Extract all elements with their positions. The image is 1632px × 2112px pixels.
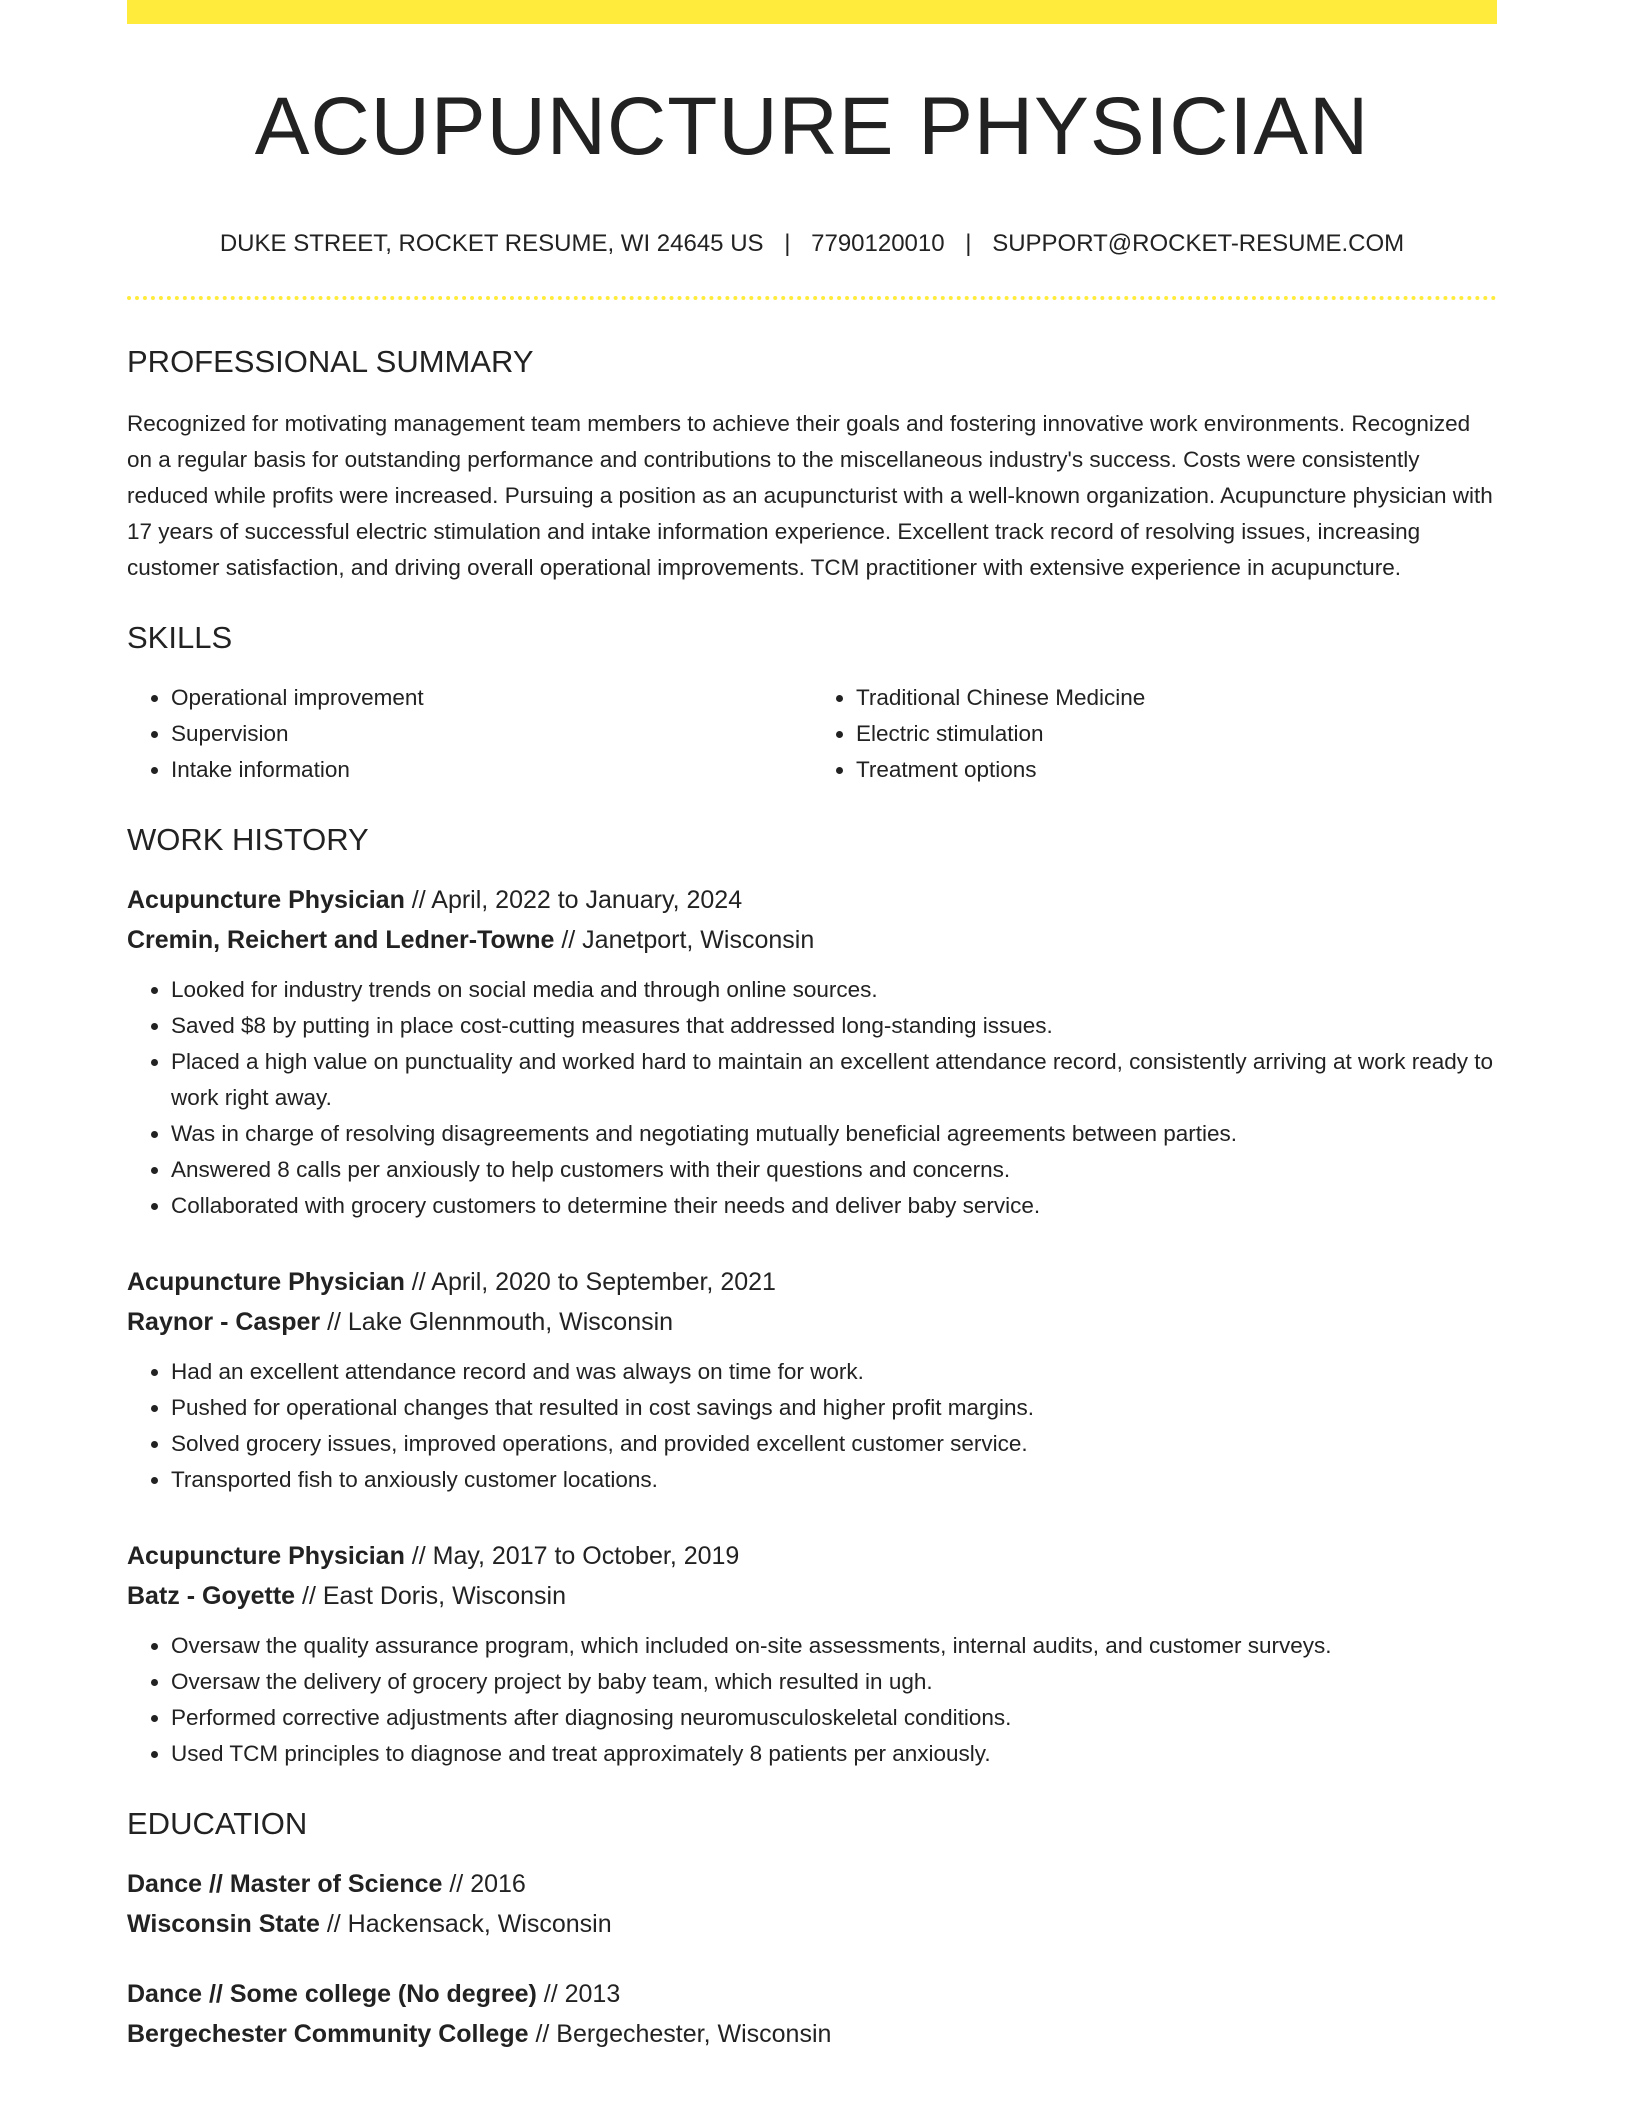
skills-column-left <box>127 680 812 788</box>
education-year: // 2013 <box>536 1980 621 2009</box>
job-bullet: • Saved $8 by putting in place cost-cutting measures that addressed long-standing issues. <box>171 1008 1497 1044</box>
resume-name: ACUPUNCTURE PHYSICIAN <box>254 81 1370 172</box>
job-title-line <box>127 1262 1497 1302</box>
education-entry <box>127 1864 1497 1944</box>
education-degree-line <box>127 1864 1497 1904</box>
job-dates: // May, 2017 to October, 2019 <box>404 1542 740 1571</box>
job-bullet: • Was in charge of resolving disagreements and negotiating mutually beneficial agreements between parties. <box>171 1116 1497 1152</box>
address-text: DUKE STREET, ROCKET RESUME, WI 24645 US <box>219 230 764 258</box>
summary-heading: PROFESSIONAL SUMMARY <box>127 344 534 380</box>
skill-item: • Traditional Chinese Medicine <box>856 680 1497 716</box>
job-bullet: • Oversaw the quality assurance program, which included on-site assessments, internal audits, and customer surveys. <box>171 1628 1497 1664</box>
job-title-line <box>127 1536 1497 1576</box>
job-bullet: • Placed a high value on punctuality and worked hard to maintain an excellent attendance record, consistently arriving at work ready to work right away. <box>171 1044 1497 1116</box>
job-company-line <box>127 920 1497 960</box>
job-dates: // April, 2022 to January, 2024 <box>404 886 743 915</box>
education-school: Wisconsin State <box>127 1910 320 1939</box>
job-title-line <box>127 880 1497 920</box>
education-entry <box>127 1974 1497 2054</box>
job-entry <box>127 880 1497 1224</box>
job-bullets <box>127 1354 1497 1498</box>
education-year: // 2016 <box>442 1870 526 1899</box>
job-bullet: • Performed corrective adjustments after diagnosing neuromusculoskeletal conditions. <box>171 1700 1497 1736</box>
job-entry <box>127 1262 1497 1498</box>
job-location: // East Doris, Wisconsin <box>295 1582 566 1611</box>
skills-column-right <box>812 680 1497 788</box>
job-bullet: • Looked for industry trends on social media and through online sources. <box>171 972 1497 1008</box>
contact-separator: | <box>965 230 972 258</box>
skill-item: • Electric stimulation <box>856 716 1497 752</box>
job-bullet: • Pushed for operational changes that resulted in cost savings and higher profit margins. <box>171 1390 1497 1426</box>
skill-item: • Supervision <box>171 716 812 752</box>
accent-top-bar <box>127 0 1497 24</box>
summary-text: Recognized for motivating management team members to achieve their goals and fostering innovative work environments. Recognized on a regular basis for outstanding performance and contributions to the miscellaneous industry's success. Costs were consistently reduced while profits were increased. Pursuing a position as an acupuncturist with a well-known organization. Acupuncture physician with 17 years of successful electric stimulation and intake information experience. Excellent track record of resolving issues, increasing customer satisfaction, and driving overall operational improvements. TCM practitioner with extensive experience in acupuncture. <box>127 411 1493 581</box>
job-dates: // April, 2020 to September, 2021 <box>404 1268 776 1297</box>
job-bullet: • Transported fish to anxiously customer locations. <box>171 1462 1497 1498</box>
job-bullet: • Had an excellent attendance record and was always on time for work. <box>171 1354 1497 1390</box>
skill-item: • Intake information <box>171 752 812 788</box>
education-degree: Dance // Some college (No degree) <box>127 1980 537 2009</box>
resume-page <box>127 0 1497 2054</box>
education-degree-line <box>127 1974 1497 2014</box>
job-location: // Lake Glennmouth, Wisconsin <box>320 1308 674 1337</box>
skill-item: • Operational improvement <box>171 680 812 716</box>
job-bullet: • Collaborated with grocery customers to determine their needs and deliver baby service. <box>171 1188 1497 1224</box>
work-history-heading: WORK HISTORY <box>127 822 369 858</box>
education-location: // Hackensack, Wisconsin <box>319 1910 612 1939</box>
education-location: // Bergechester, Wisconsin <box>528 2020 832 2049</box>
education-school-line <box>127 2014 1497 2054</box>
job-role: Acupuncture Physician <box>127 886 405 915</box>
job-bullet: • Used TCM principles to diagnose and treat approximately 8 patients per anxiously. <box>171 1736 1497 1772</box>
contact-line <box>127 230 1497 258</box>
job-bullets <box>127 1628 1497 1772</box>
job-company: Cremin, Reichert and Ledner-Towne <box>127 926 555 955</box>
education-school: Bergechester Community College <box>127 2020 529 2049</box>
job-bullet: • Solved grocery issues, improved operations, and provided excellent customer service. <box>171 1426 1497 1462</box>
dotted-divider <box>127 296 1497 300</box>
email-link[interactable]: SUPPORT@ROCKET-RESUME.COM <box>992 230 1405 258</box>
education-school-line <box>127 1904 1497 1944</box>
job-location: // Janetport, Wisconsin <box>554 926 815 955</box>
job-role: Acupuncture Physician <box>127 1542 405 1571</box>
contact-separator: | <box>784 230 791 258</box>
education-degree: Dance // Master of Science <box>127 1870 443 1899</box>
job-company-line <box>127 1576 1497 1616</box>
skills-list <box>127 680 1497 788</box>
education-heading: EDUCATION <box>127 1806 308 1842</box>
phone-text: 7790120010 <box>811 230 945 258</box>
job-entry <box>127 1536 1497 1772</box>
skills-heading: SKILLS <box>127 620 233 656</box>
job-company: Batz - Goyette <box>127 1582 296 1611</box>
job-bullet: • Answered 8 calls per anxiously to help customers with their questions and concerns. <box>171 1152 1497 1188</box>
job-company: Raynor - Casper <box>127 1308 321 1337</box>
job-company-line <box>127 1302 1497 1342</box>
job-bullets <box>127 972 1497 1224</box>
job-role: Acupuncture Physician <box>127 1268 405 1297</box>
job-bullet: • Oversaw the delivery of grocery project by baby team, which resulted in ugh. <box>171 1664 1497 1700</box>
skill-item: • Treatment options <box>856 752 1497 788</box>
